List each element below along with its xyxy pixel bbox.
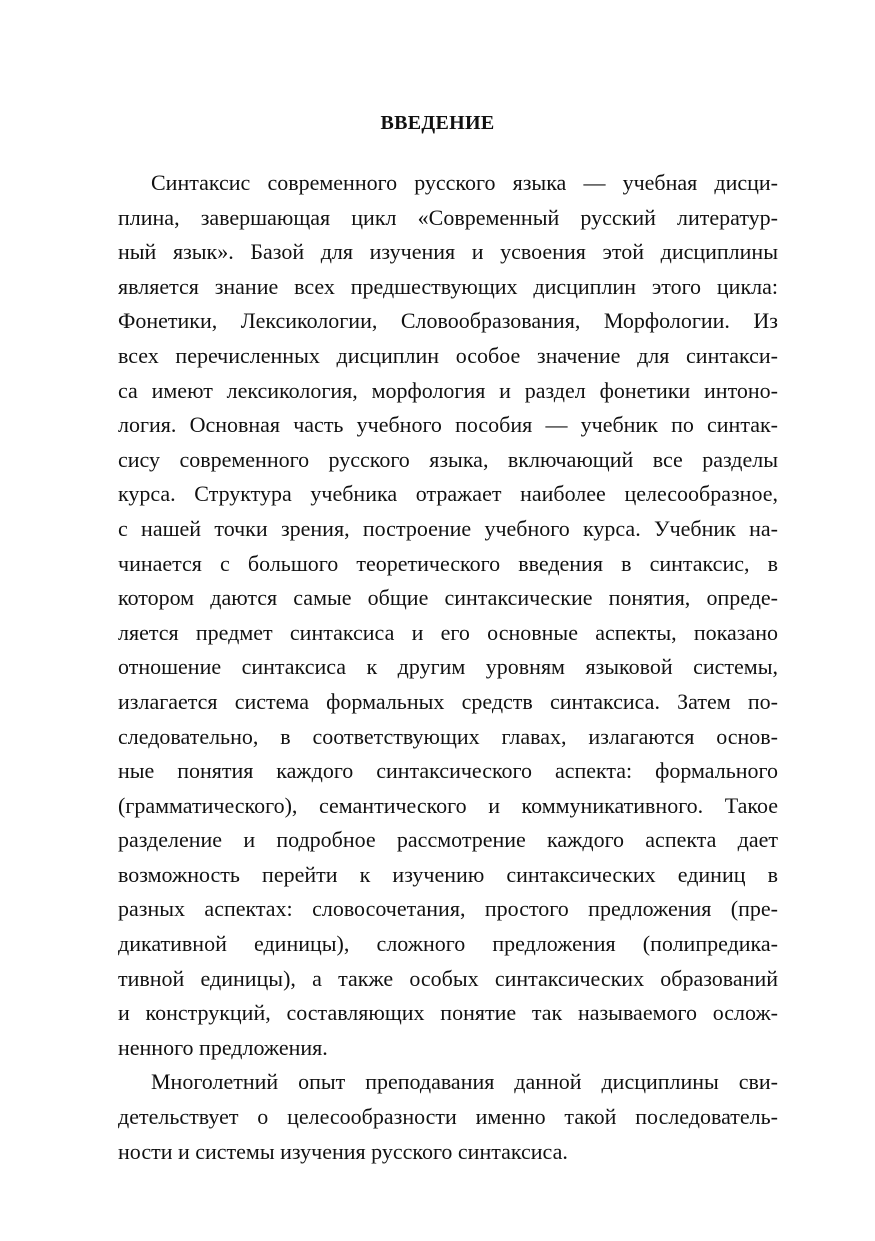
text-line: возможность перейти к изучению синтаксических единиц в xyxy=(118,861,778,887)
text-line: детельствует о целесообразности именно такой последователь- xyxy=(118,1104,778,1130)
text-line: чинается с большого теоретического введения в синтаксис, в xyxy=(118,550,778,576)
text-line: Фонетики, Лексикологии, Словообразования, Морфологии. Из xyxy=(118,308,778,334)
text-line: Многолетний опыт преподавания данной дисциплины сви- xyxy=(151,1069,778,1095)
page-title: ВВЕДЕНИЕ xyxy=(380,112,495,134)
text-line: разделение и подробное рассмотрение каждого аспекта дает xyxy=(118,827,778,853)
text-line: логия. Основная часть учебного пособия — учебник по синтак- xyxy=(118,412,778,438)
text-line: ный язык». Базой для изучения и усвоения этой дисциплины xyxy=(118,239,778,265)
text-line: сису современного русского языка, включающий все разделы xyxy=(118,446,778,472)
text-line: излагается система формальных средств синтаксиса. Затем по- xyxy=(118,688,778,714)
text-line: следовательно, в соответствующих главах, излагаются основ- xyxy=(118,723,778,749)
text-line: (грамматического), семантического и коммуникативного. Такое xyxy=(118,792,778,818)
text-line: с нашей точки зрения, построение учебного курса. Учебник на- xyxy=(118,515,778,541)
text-line: является знание всех предшествующих дисциплин этого цикла: xyxy=(118,273,778,299)
text-line: разных аспектах: словосочетания, простого предложения (пре- xyxy=(118,896,778,922)
text-line: ные понятия каждого синтаксического аспекта: формального xyxy=(118,758,778,784)
text-line: ляется предмет синтаксиса и его основные аспекты, показано xyxy=(118,619,778,645)
text-line: курса. Структура учебника отражает наиболее целесообразное, xyxy=(118,481,778,507)
text-line: и конструкций, составляющих понятие так называемого ослож- xyxy=(118,1000,778,1026)
text-line: ности и системы изучения русского синтаксиса. xyxy=(118,1138,568,1164)
text-line: отношение синтаксиса к другим уровням языковой системы, xyxy=(118,654,778,680)
text-line: всех перечисленных дисциплин особое значение для синтакси- xyxy=(118,342,778,368)
text-line: ненного предложения. xyxy=(118,1034,328,1060)
text-line: тивной единицы), а также особых синтаксических образований xyxy=(118,965,778,991)
body-text xyxy=(118,166,778,1169)
text-line: плина, завершающая цикл «Современный русский литератур- xyxy=(118,204,778,230)
text-line: са имеют лексикология, морфология и раздел фонетики интоно- xyxy=(118,377,778,403)
text-line: Синтаксис современного русского языка — учебная дисци- xyxy=(151,170,778,195)
text-line: котором даются самые общие синтаксические понятия, опреде- xyxy=(118,585,778,611)
text-line: дикативной единицы), сложного предложения (полипредика- xyxy=(118,931,778,957)
